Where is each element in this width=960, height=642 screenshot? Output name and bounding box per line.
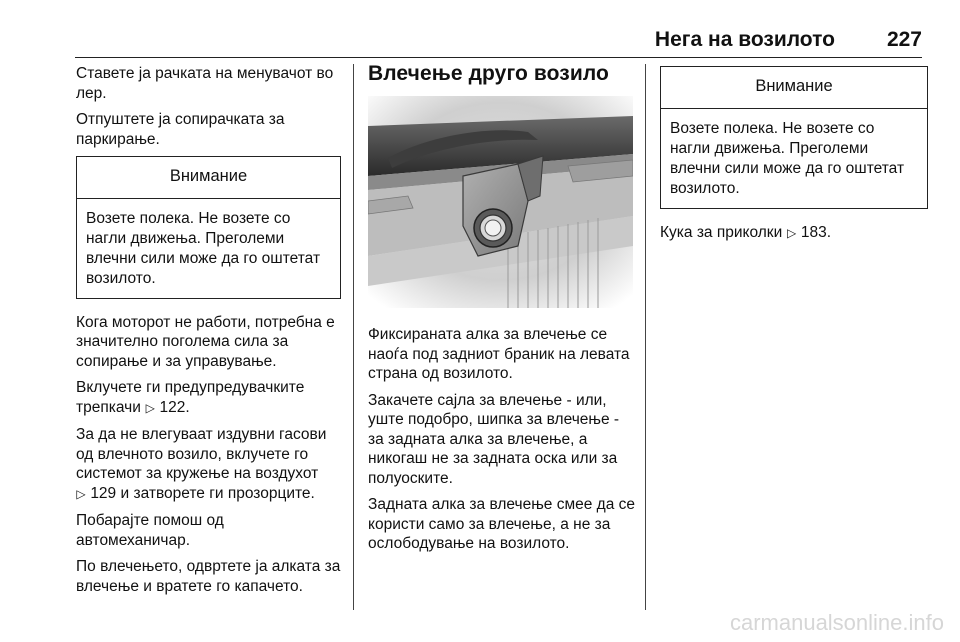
towing-eye-illustration xyxy=(368,96,633,308)
paragraph: Кога моторот не работи, потребна е значително поголема сила за сопирање и за управување. xyxy=(76,313,335,370)
paragraph xyxy=(660,223,928,244)
paragraph: Задната алка за влечење смее да се користи само за влечење, а не за ослободување на возилото. xyxy=(368,496,636,552)
paragraph-text: Кука за приколки xyxy=(660,223,783,241)
section-title: Нега на возилото xyxy=(654,28,835,51)
paragraph-text: и затворете ги прозорците. xyxy=(120,484,315,502)
watermark: carmanualsonline.info xyxy=(729,610,944,635)
warning-title: Внимание xyxy=(661,67,927,109)
paragraph: Закачете сајла за влечење - или, уште подобро, шипка за влечење - за задната алка за влечење, а никогаш не за задната оска или за полуоските. xyxy=(368,391,620,487)
warning-body: Возете полека. Не возете со нагли движења. Преголеми влечни сили може да го оштетат возилото. xyxy=(670,119,905,197)
warning-body: Возете полека. Не возете со нагли движења. Преголеми влечни сили може да го оштетат возилото. xyxy=(86,209,321,287)
triangle-arrow-icon: ▷ xyxy=(786,225,797,240)
page-reference[interactable]: 129 xyxy=(90,484,117,502)
column-divider xyxy=(353,64,354,610)
column-3 xyxy=(660,64,928,250)
column-1 xyxy=(76,64,341,603)
paragraph: По влечењето, одвртете ја алката за влечење и вратете го капачето. xyxy=(76,558,341,595)
section-heading: Влечење друго возило xyxy=(368,62,609,85)
paragraph: Ставете ја рачката на менувачот во лер. xyxy=(76,65,334,102)
column-divider xyxy=(645,64,646,610)
paragraph-text: За да не влегуваат издувни гасови од влечното возило, вклучете го системот за кружење на воздухот xyxy=(76,426,327,482)
paragraph xyxy=(76,378,341,418)
header-rule xyxy=(75,57,922,58)
column-2 xyxy=(368,64,638,561)
paragraph xyxy=(76,425,341,504)
page-reference[interactable]: 183. xyxy=(800,223,832,241)
page-number: 227 xyxy=(886,28,922,51)
warning-title: Внимание xyxy=(77,157,340,199)
triangle-arrow-icon: ▷ xyxy=(145,400,155,415)
paragraph: Побарајте помош од автомеханичар. xyxy=(76,512,224,549)
page-reference[interactable]: 122. xyxy=(159,398,190,416)
paragraph: Отпуштете ја сопирачката за паркирање. xyxy=(76,111,285,148)
paragraph: Фиксираната алка за влечење се наоѓа под задниот браник на левата страна од возилото. xyxy=(368,326,630,382)
paragraph-text: Вклучете ги предупредувачките трепкачи xyxy=(76,379,305,416)
page-header xyxy=(75,28,922,52)
warning-box xyxy=(660,66,928,209)
triangle-arrow-icon: ▷ xyxy=(76,486,86,501)
warning-box xyxy=(76,156,341,299)
